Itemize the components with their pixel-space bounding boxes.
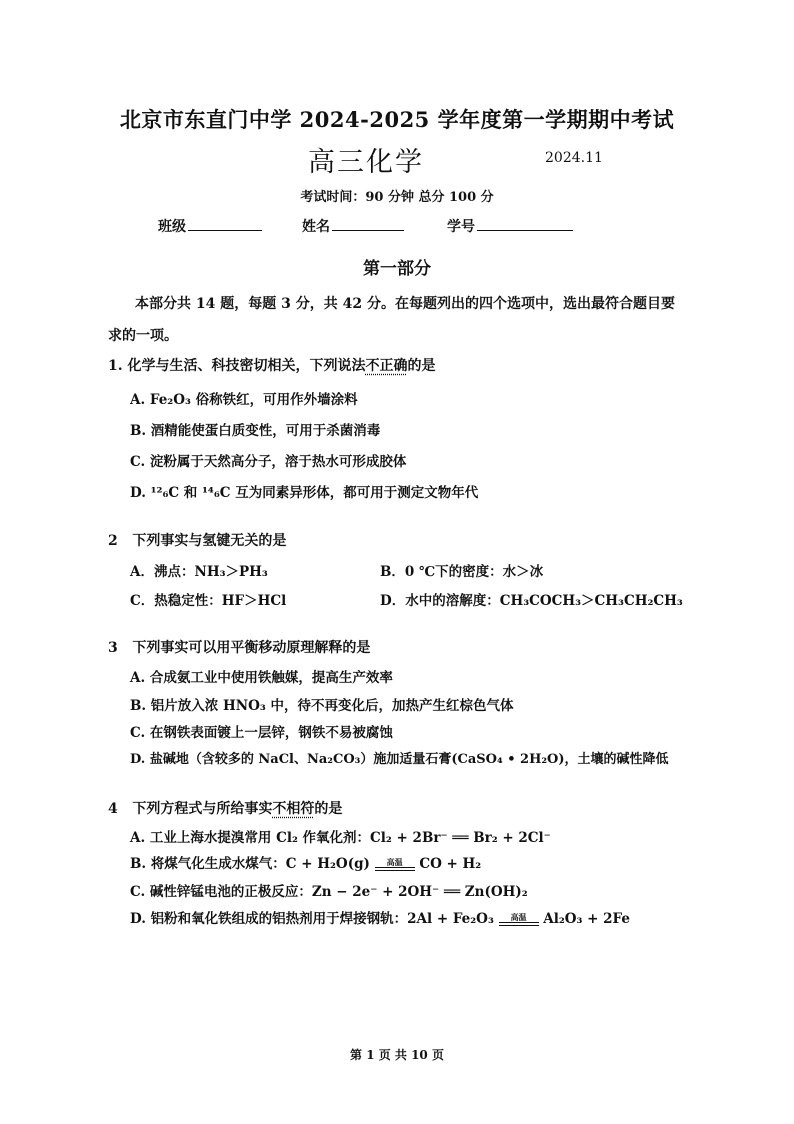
question-text: 化学与生活、科技密切相关，下列说法 — [127, 358, 366, 374]
exam-title: 北京市东直门中学 2024-2025 学年度第一学期期中考试 — [119, 107, 675, 132]
equation-left: B. 将煤气化生成水煤气：C + H₂O(g) — [130, 856, 370, 872]
q2-option-b: B．0 ℃下的密度：水＞冰 — [380, 564, 544, 580]
equals-sign — [375, 867, 415, 871]
q4-option-a: A. 工业上海水提溴常用 Cl₂ 作氧化剂：Cl₂ + 2Br⁻ ══ Br₂ + 2Cl⁻ — [130, 830, 551, 846]
page-footer: 第 1 页 共 10 页 — [350, 1048, 444, 1062]
question-number: 3 — [108, 640, 118, 656]
equation-right: CO + H₂ — [419, 856, 482, 872]
reaction-condition — [499, 913, 539, 926]
q3-option-c: C. 在钢铁表面镀上一层锌，钢铁不易被腐蚀 — [130, 725, 393, 741]
exam-info: 考试时间：90 分钟 总分 100 分 — [300, 190, 494, 205]
q1-option-c: C. 淀粉属于天然高分子，溶于热水可形成胶体 — [130, 454, 407, 470]
exam-date: 2024.11 — [545, 150, 603, 166]
condition-text: 高温 — [386, 857, 403, 867]
name-label: 姓名 — [302, 219, 330, 235]
q3-option-a: A. 合成氨工业中使用铁触媒，提高生产效率 — [130, 670, 393, 686]
q2-option-c: C．热稳定性：HF＞HCl — [130, 593, 287, 609]
question-2-stem — [108, 530, 286, 550]
q3-option-d: D. 盐碱地（含较多的 NaCl、Na₂CO₃）施加适量石膏(CaSO₄ • 2H₂O)，土壤的碱性降低 — [130, 752, 669, 767]
question-number: 2 — [108, 533, 118, 549]
question-text: 的是 — [407, 358, 436, 374]
question-text: 的是 — [314, 801, 343, 817]
q4-option-c: C. 碱性锌锰电池的正极反应：Zn − 2e⁻ + 2OH⁻ ══ Zn(OH)₂ — [130, 884, 528, 900]
q2-option-a: A．沸点：NH₃＞PH₃ — [130, 564, 268, 580]
student-id-label: 学号 — [447, 219, 475, 235]
condition-text: 高温 — [510, 912, 527, 922]
intro-line-2: 求的一项。 — [108, 328, 178, 344]
q1-option-d: D. ¹²₆C 和 ¹⁴₆C 互为同素异形体，都可用于测定文物年代 — [130, 485, 479, 501]
question-text: 下列事实可以用平衡移动原理解释的是 — [132, 640, 371, 656]
q2-option-d: D．水中的溶解度：CH₃COCH₃＞CH₃CH₂CH₃ — [380, 593, 683, 609]
class-label: 班级 — [158, 219, 186, 235]
equals-sign — [499, 922, 539, 926]
emphasis-text: 不相符 — [272, 801, 315, 817]
q4-option-b — [130, 852, 481, 872]
reaction-condition — [375, 858, 415, 871]
name-blank — [332, 216, 404, 231]
equation-right: Al₂O₃ + 2Fe — [543, 911, 630, 927]
question-text: 下列方程式与所给事实 — [132, 801, 273, 817]
q3-option-b: B. 铝片放入浓 HNO₃ 中，待不再变化后，加热产生红棕色气体 — [130, 698, 514, 714]
q1-option-b: B. 酒精能使蛋白质变性，可用于杀菌消毒 — [130, 423, 381, 439]
intro-line-1: 本部分共 14 题，每题 3 分，共 42 分。在每题列出的四个选项中，选出最符合题目要 — [135, 296, 675, 312]
part-title: 第一部分 — [363, 259, 431, 279]
class-blank — [188, 216, 262, 231]
subject-title: 高三化学 — [308, 147, 424, 178]
q4-option-d — [130, 907, 630, 927]
question-4-stem — [108, 798, 342, 818]
equation-left: D. 铝粉和氧化铁组成的铝热剂用于焊接钢轨：2Al + Fe₂O₃ — [130, 911, 494, 927]
emphasis-text: 不正确 — [365, 358, 408, 374]
q1-option-a: A. Fe₂O₃ 俗称铁红，可用作外墙涂料 — [130, 392, 358, 408]
name-field — [302, 216, 404, 236]
question-number: 1. — [108, 358, 123, 374]
question-3-stem — [108, 637, 370, 657]
class-field — [158, 216, 262, 236]
student-id-blank — [477, 216, 573, 231]
question-1-stem — [108, 355, 436, 375]
question-number: 4 — [108, 801, 118, 817]
question-text: 下列事实与氢键无关的是 — [132, 533, 287, 549]
student-id-field — [447, 216, 573, 236]
